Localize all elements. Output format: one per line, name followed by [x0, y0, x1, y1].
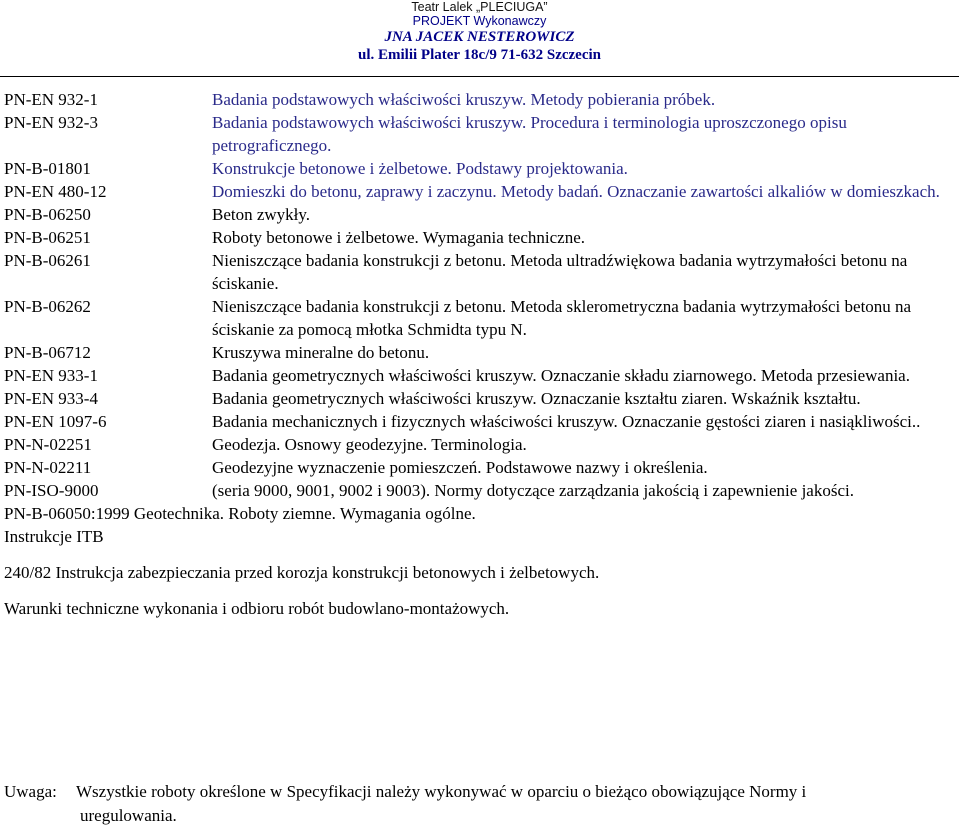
norm-row [0, 249, 959, 295]
norm-code: PN-EN 1097-6 [4, 412, 107, 431]
norm-row [0, 295, 959, 341]
header-divider [0, 76, 959, 77]
norm-description: Geodezyjne wyznaczenie pomieszczeń. Podstawowe nazwy i określenia. [212, 458, 708, 477]
note-text [76, 780, 936, 828]
norm-code: PN-ISO-9000 [4, 481, 99, 500]
norm-code: PN-B-06261 [4, 251, 91, 270]
norm-code: PN-EN 933-4 [4, 389, 98, 408]
itb-heading: Instrukcje ITB [4, 527, 104, 546]
norms-list [0, 88, 959, 620]
norm-code: PN-EN 932-3 [4, 113, 98, 132]
norm-code: PN-EN 480-12 [4, 182, 107, 201]
norm-description: Roboty betonowe i żelbetowe. Wymagania techniczne. [212, 228, 586, 247]
note-label: Uwaga: [4, 782, 57, 801]
norm-code: PN-B-06712 [4, 343, 91, 362]
norm-row [0, 226, 959, 249]
norm-description: Badania geometrycznych właściwości kruszyw. Oznaczanie składu ziarnowego. Metoda przesiewania. [212, 366, 910, 385]
norm-code: PN-EN 932-1 [4, 90, 98, 109]
itb-instruction-240: 240/82 Instrukcja zabezpieczania przed korozja konstrukcji betonowych i żelbetowych. [4, 563, 600, 582]
header-theatre-name: Teatr Lalek „PLECIUGA” [411, 0, 548, 14]
norm-code: PN-N-02251 [4, 435, 92, 454]
norm-code: PN-B-06251 [4, 228, 91, 247]
norm-row [0, 341, 959, 364]
note-text-line1: Wszystkie roboty określone w Specyfikacji należy wykonywać w oparciu o bieżąco obowiązujące Normy i [76, 782, 807, 801]
norm-description: Badania mechanicznych i fizycznych właściwości kruszyw. Oznaczanie gęstości ziaren i nasiąkliwości.. [212, 412, 921, 431]
norm-description: Geodezja. Osnowy geodezyjne. Terminologia. [212, 435, 527, 454]
norm-description: Nieniszczące badania konstrukcji z betonu. Metoda ultradźwiękowa badania wytrzymałości betonu na ściskanie. [212, 251, 908, 293]
norm-row [0, 88, 959, 111]
norm-description: Badania geometrycznych właściwości kruszyw. Oznaczanie kształtu ziaren. Wskaźnik kształtu. [212, 389, 861, 408]
norm-description: Beton zwykły. [212, 205, 311, 224]
note-text-line2: uregulowania. [80, 806, 177, 825]
norm-row [0, 180, 959, 203]
norm-code: PN-B-06262 [4, 297, 91, 316]
norm-row [0, 410, 959, 433]
norm-description: Kruszywa mineralne do betonu. [212, 343, 430, 362]
norm-code: PN-B-01801 [4, 159, 91, 178]
technical-conditions: Warunki techniczne wykonania i odbioru robót budowlano-montażowych. [4, 599, 510, 618]
norm-description: (seria 9000, 9001, 9002 i 9003). Normy dotyczące zarządzania jakością i zapewnienie jakości. [212, 481, 854, 500]
geotech-norm: PN-B-06050:1999 Geotechnika. Roboty ziemne. Wymagania ogólne. [4, 504, 476, 523]
norm-row [0, 364, 959, 387]
header-project-type: PROJEKT Wykonawczy [412, 14, 547, 28]
norm-row [0, 387, 959, 410]
header-author: JNA JACEK NESTEROWICZ [384, 29, 575, 45]
header-address: ul. Emilii Plater 18c/9 71-632 Szczecin [357, 47, 601, 63]
norm-description: Konstrukcje betonowe i żelbetowe. Podstawy projektowania. [212, 159, 628, 178]
norm-row [0, 111, 959, 157]
note-block [0, 780, 959, 828]
norm-row [0, 203, 959, 226]
norm-description: Badania podstawowych właściwości kruszyw. Metody pobierania próbek. [212, 90, 716, 109]
norm-row [0, 433, 959, 456]
norm-code: PN-B-06250 [4, 205, 91, 224]
norm-code: PN-EN 933-1 [4, 366, 98, 385]
norm-row [0, 456, 959, 479]
norm-description: Nieniszczące badania konstrukcji z betonu. Metoda sklerometryczna badania wytrzymałości betonu na ściskanie za pomocą młotka Schmidta typu N. [212, 297, 912, 339]
document-header [0, 0, 959, 64]
norm-row [0, 157, 959, 180]
norm-code: PN-N-02211 [4, 458, 92, 477]
norm-row [0, 479, 959, 502]
norm-description: Domieszki do betonu, zaprawy i zaczynu. Metody badań. Oznaczanie zawartości alkaliów w domieszkach. [212, 182, 940, 201]
norm-description: Badania podstawowych właściwości kruszyw. Procedura i terminologia uproszczonego opisu petrograficznego. [212, 113, 847, 155]
